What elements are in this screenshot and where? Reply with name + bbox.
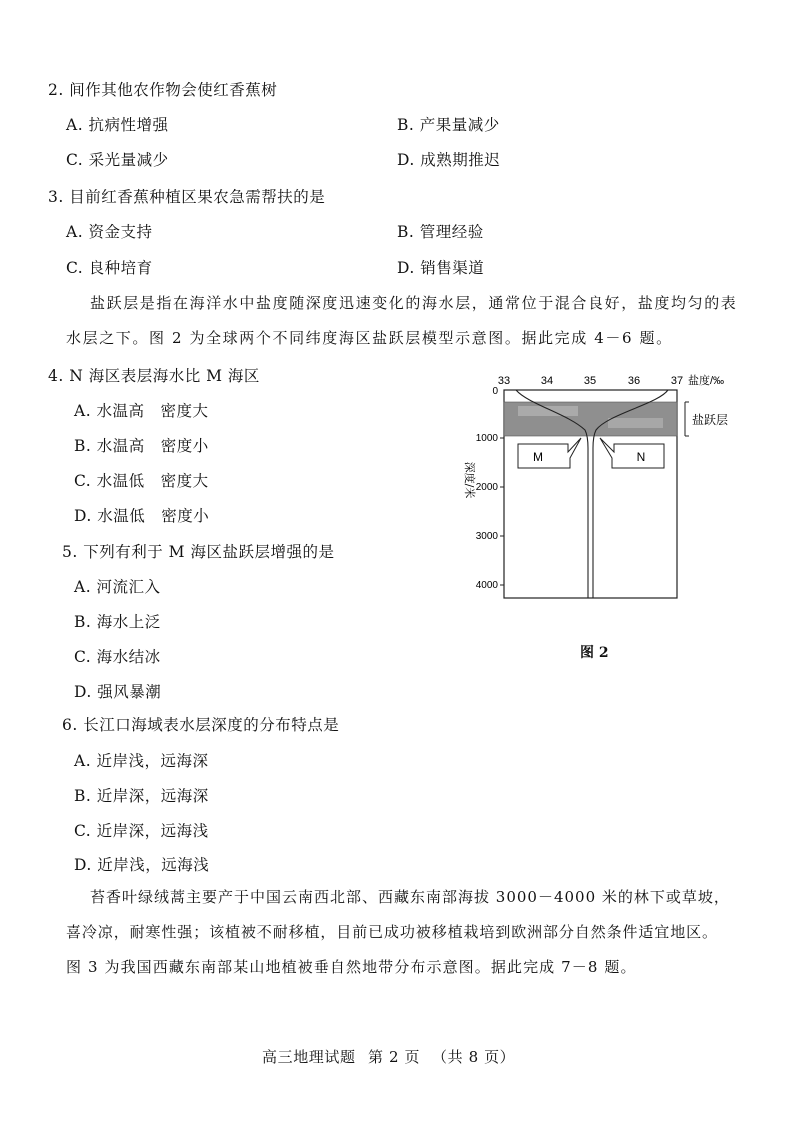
intro-4-6-line-1: 盐跃层是指在海洋水中盐度随深度迅速变化的海水层，通常位于混合良好，盐度均匀的表 [90,294,738,312]
question-4-option-d: D. 水温低 密度小 [74,507,210,525]
question-3-option-b: B. 管理经验 [397,223,484,241]
question-2-option-d: D. 成熟期推迟 [397,151,501,169]
footer-total-pages: （共 8 页） [432,1048,516,1066]
question-2-option-a: A. 抗病性增强 [66,116,169,134]
depth-tick-4000: 4000 [475,580,498,591]
question-3-option-d: D. 销售渠道 [397,259,485,277]
n-callout-box [600,438,664,468]
depth-axis-label: 深度/米 [463,461,476,499]
halocline-svg [463,368,768,668]
intro-7-8-line-3: 图 3 为我国西藏东南部某山地植被垂自然地带分布示意图。据此完成 7－8 题。 [66,958,637,976]
salinity-tick-33: 33 [497,375,511,387]
question-5-option-d: D. 强风暴潮 [74,683,162,701]
question-4-option-a: A. 水温高 密度大 [74,402,209,420]
intro-7-8-line-1: 苔香叶绿绒蒿主要产于中国云南西北部、西藏东南部海拔 3000－4000 米的林下或草坡， [90,888,730,906]
question-4-stem: 4. N 海区表层海水比 M 海区 [48,367,260,385]
band-texture-right [608,418,663,428]
depth-tick-3000: 3000 [475,531,498,542]
question-2-stem: 2. 间作其他农作物会使红香蕉树 [48,81,278,99]
n-zone-label: N [636,450,646,464]
question-3-stem: 3. 目前红香蕉种植区果农急需帮扶的是 [48,188,326,206]
intro-4-6-line-2: 水层之下。图 2 为全球两个不同纬度海区盐跃层模型示意图。据此完成 4－6 题。 [66,329,673,347]
depth-tick-1000: 1000 [475,433,498,444]
figure-caption: 图 2 [580,645,609,661]
question-4-option-c: C. 水温低 密度大 [74,472,209,490]
m-callout-box [518,438,581,468]
m-zone-label: M [533,450,543,464]
depth-tick-2000: 2000 [475,482,498,493]
question-3-option-a: A. 资金支持 [66,223,153,241]
question-5-option-a: A. 河流汇入 [74,578,161,596]
question-6-option-b: B. 近岸深，远海深 [74,787,209,805]
question-5-option-b: B. 海水上泛 [74,613,161,631]
question-5-stem: 5. 下列有利于 M 海区盐跃层增强的是 [62,543,335,561]
intro-7-8-line-2: 喜冷凉，耐寒性强；该植被不耐移植，目前已成功被移植栽培到欧洲部分自然条件适宜地区。 [66,923,718,941]
question-5-option-c: C. 海水结冰 [74,648,161,666]
question-3-option-c: C. 良种培育 [66,259,153,277]
salinity-tick-34: 34 [540,375,554,387]
halocline-label: 盐跃层 [692,413,729,427]
question-6-stem: 6. 长江口海域表水层深度的分布特点是 [62,716,340,734]
footer-page-number: 第 2 页 [368,1048,421,1066]
question-2-option-b: B. 产果量减少 [397,116,500,134]
band-texture-left [518,406,578,416]
figure-2-halocline-diagram [463,368,768,668]
question-6-option-a: A. 近岸浅，远海深 [74,752,209,770]
footer-exam-title: 高三地理试题 [262,1048,356,1066]
salinity-tick-36: 36 [627,375,641,387]
salinity-tick-35: 35 [583,375,597,387]
depth-tick-0: 0 [492,386,498,397]
question-2-option-c: C. 采光量减少 [66,151,169,169]
salinity-unit-label: 盐度/‰ [688,375,725,387]
salinity-tick-37: 37 [670,375,684,387]
question-6-option-c: C. 近岸深，远海浅 [74,822,209,840]
question-6-option-d: D. 近岸浅，远海浅 [74,856,210,874]
question-4-option-b: B. 水温高 密度小 [74,437,209,455]
